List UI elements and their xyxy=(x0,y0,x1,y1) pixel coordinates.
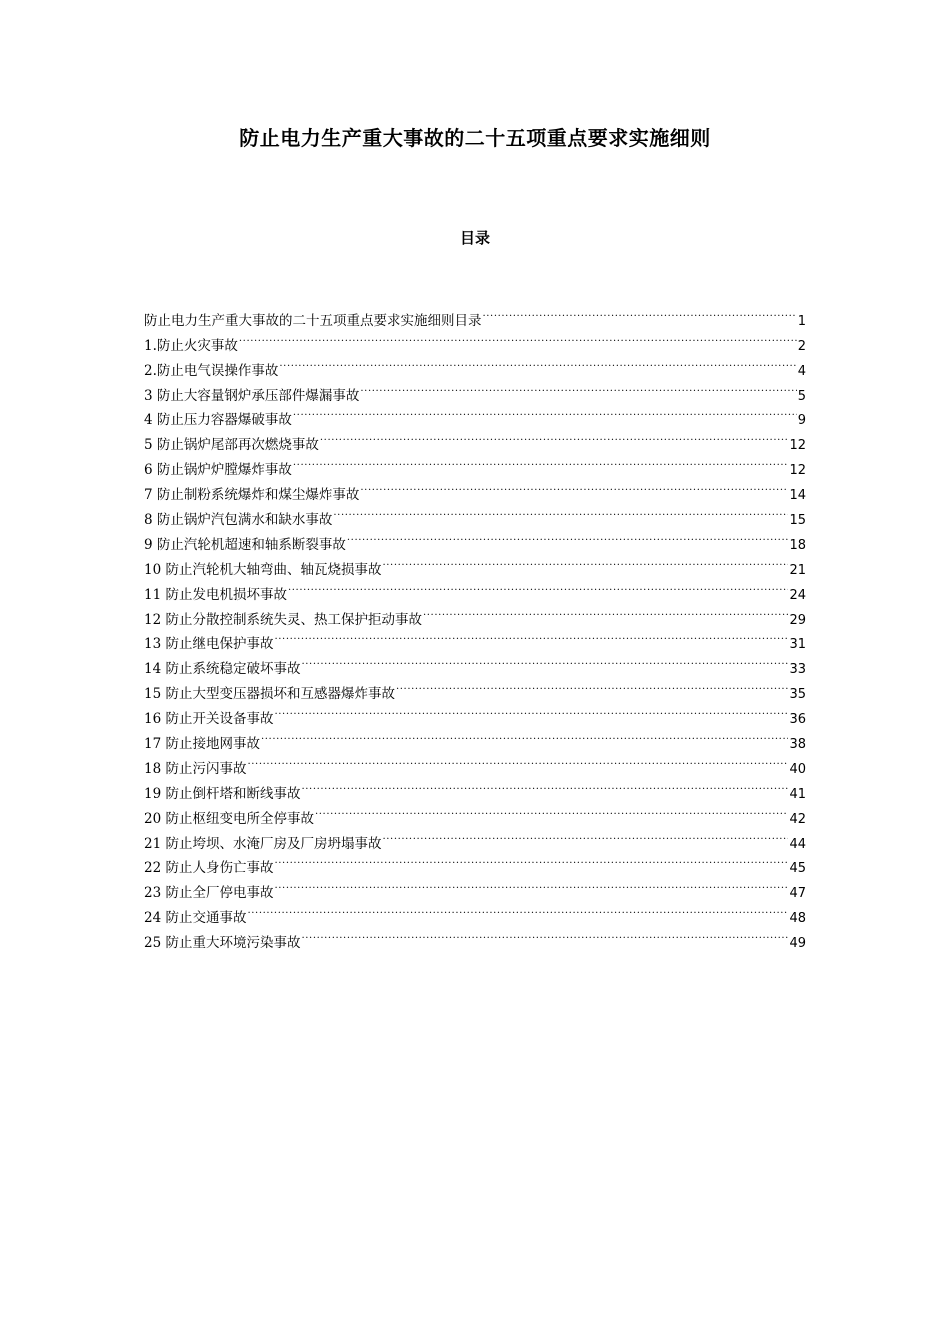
toc-entry-page-number[interactable]: 2 xyxy=(797,338,806,354)
toc-entry-page-number[interactable]: 1 xyxy=(797,313,806,329)
toc-dot-leader xyxy=(274,624,788,649)
toc-dot-leader xyxy=(382,549,788,574)
toc-entry-page-number[interactable]: 36 xyxy=(789,712,806,728)
toc-entry-label[interactable]: 6 防止锅炉炉膛爆炸事故 xyxy=(144,462,292,479)
toc-entry-page-number[interactable]: 21 xyxy=(789,562,806,578)
toc-entry-label[interactable]: 3 防止大容量钢炉承压部件爆漏事故 xyxy=(144,387,360,404)
toc-dot-leader xyxy=(247,897,788,922)
toc-entry-page-number[interactable]: 33 xyxy=(789,662,806,678)
toc-dot-leader xyxy=(239,325,797,350)
toc-entry-page-number[interactable]: 45 xyxy=(789,861,806,877)
toc-entry-label[interactable]: 20 防止枢纽变电所全停事故 xyxy=(144,810,314,827)
toc-dot-leader xyxy=(360,375,796,400)
toc-dot-leader xyxy=(315,798,788,823)
toc-entry-page-number[interactable]: 9 xyxy=(797,413,806,429)
toc-entry[interactable] xyxy=(144,325,806,354)
toc-entry-page-number[interactable]: 44 xyxy=(789,836,806,852)
toc-dot-leader xyxy=(360,474,788,499)
toc-entry-label[interactable]: 4 防止压力容器爆破事故 xyxy=(144,412,292,429)
toc-dot-leader xyxy=(247,748,788,773)
toc-entry-label[interactable]: 7 防止制粉系统爆炸和煤尘爆炸事故 xyxy=(144,487,360,504)
toc-entry-page-number[interactable]: 47 xyxy=(789,886,806,902)
table-of-contents xyxy=(144,300,806,952)
toc-dot-leader xyxy=(396,673,788,698)
toc-entry-page-number[interactable]: 5 xyxy=(797,388,806,404)
toc-heading: 目录 xyxy=(459,229,490,247)
toc-entry-page-number[interactable]: 38 xyxy=(789,737,806,753)
toc-entry-page-number[interactable]: 35 xyxy=(789,687,806,703)
toc-entry-label[interactable]: 10 防止汽轮机大轴弯曲、轴瓦烧损事故 xyxy=(144,561,382,578)
toc-dot-leader xyxy=(301,922,788,947)
toc-dot-leader xyxy=(293,449,789,474)
toc-entry-label[interactable]: 19 防止倒杆塔和断线事故 xyxy=(144,785,301,802)
toc-dot-leader xyxy=(333,499,788,524)
toc-entry-label[interactable]: 防止电力生产重大事故的二十五项重点要求实施细则目录 xyxy=(144,312,482,329)
toc-dot-leader xyxy=(301,773,788,798)
toc-entry-label[interactable]: 25 防止重大环境污染事故 xyxy=(144,935,301,952)
toc-dot-leader xyxy=(382,823,788,848)
toc-dot-leader xyxy=(483,300,797,325)
toc-entry-label[interactable]: 1.防止火灾事故 xyxy=(144,337,238,354)
toc-entry-label[interactable]: 18 防止污闪事故 xyxy=(144,760,247,777)
toc-entry-label[interactable]: 8 防止锅炉汽包满水和缺水事故 xyxy=(144,512,333,529)
toc-entry-page-number[interactable]: 29 xyxy=(789,612,806,628)
toc-entry-label[interactable]: 12 防止分散控制系统失灵、热工保护拒动事故 xyxy=(144,611,422,628)
toc-dot-leader xyxy=(274,698,788,723)
toc-entry-label[interactable]: 2.防止电气误操作事故 xyxy=(144,362,279,379)
toc-entry-page-number[interactable]: 18 xyxy=(789,537,806,553)
toc-dot-leader xyxy=(261,723,788,748)
toc-entry-label[interactable]: 5 防止锅炉尾部再次燃烧事故 xyxy=(144,437,319,454)
toc-entry-page-number[interactable]: 49 xyxy=(789,936,806,952)
document-title: 防止电力生产重大事故的二十五项重点要求实施细则 xyxy=(239,126,711,150)
toc-entry-label[interactable]: 13 防止继电保护事故 xyxy=(144,636,274,653)
toc-entry-page-number[interactable]: 24 xyxy=(789,587,806,603)
toc-entry-label[interactable]: 21 防止垮坝、水淹厂房及厂房坍塌事故 xyxy=(144,835,382,852)
toc-entry-label[interactable]: 9 防止汽轮机超速和轴系断裂事故 xyxy=(144,536,346,553)
toc-entry-label[interactable]: 11 防止发电机损坏事故 xyxy=(144,586,287,603)
toc-entry-page-number[interactable]: 40 xyxy=(789,761,806,777)
toc-entry-label[interactable]: 15 防止大型变压器损坏和互感器爆炸事故 xyxy=(144,686,395,703)
toc-entry-page-number[interactable]: 31 xyxy=(789,637,806,653)
toc-dot-leader xyxy=(293,400,797,425)
toc-entry-page-number[interactable]: 42 xyxy=(789,811,806,827)
toc-entry-label[interactable]: 22 防止人身伤亡事故 xyxy=(144,860,274,877)
toc-dot-leader xyxy=(274,872,788,897)
toc-entry-page-number[interactable]: 4 xyxy=(797,363,806,379)
toc-entry-page-number[interactable]: 12 xyxy=(789,438,806,454)
toc-entry-label[interactable]: 14 防止系统稳定破坏事故 xyxy=(144,661,301,678)
toc-dot-leader xyxy=(320,424,789,449)
toc-entry-label[interactable]: 24 防止交通事故 xyxy=(144,910,247,927)
toc-dot-leader xyxy=(274,848,788,873)
toc-entry[interactable] xyxy=(144,350,806,379)
toc-entry-page-number[interactable]: 48 xyxy=(789,911,806,927)
toc-entry-page-number[interactable]: 41 xyxy=(789,786,806,802)
toc-entry-page-number[interactable]: 15 xyxy=(789,513,806,529)
toc-entry-label[interactable]: 16 防止开关设备事故 xyxy=(144,711,274,728)
toc-entry-page-number[interactable]: 14 xyxy=(789,488,806,504)
toc-entry-page-number[interactable]: 12 xyxy=(789,463,806,479)
toc-dot-leader xyxy=(301,648,788,673)
toc-entry-label[interactable]: 23 防止全厂停电事故 xyxy=(144,885,274,902)
toc-dot-leader xyxy=(279,350,796,375)
toc-dot-leader xyxy=(347,524,789,549)
toc-dot-leader xyxy=(423,599,788,624)
toc-dot-leader xyxy=(288,574,788,599)
toc-entry-label[interactable]: 17 防止接地网事故 xyxy=(144,736,260,753)
toc-entry[interactable] xyxy=(144,300,806,329)
